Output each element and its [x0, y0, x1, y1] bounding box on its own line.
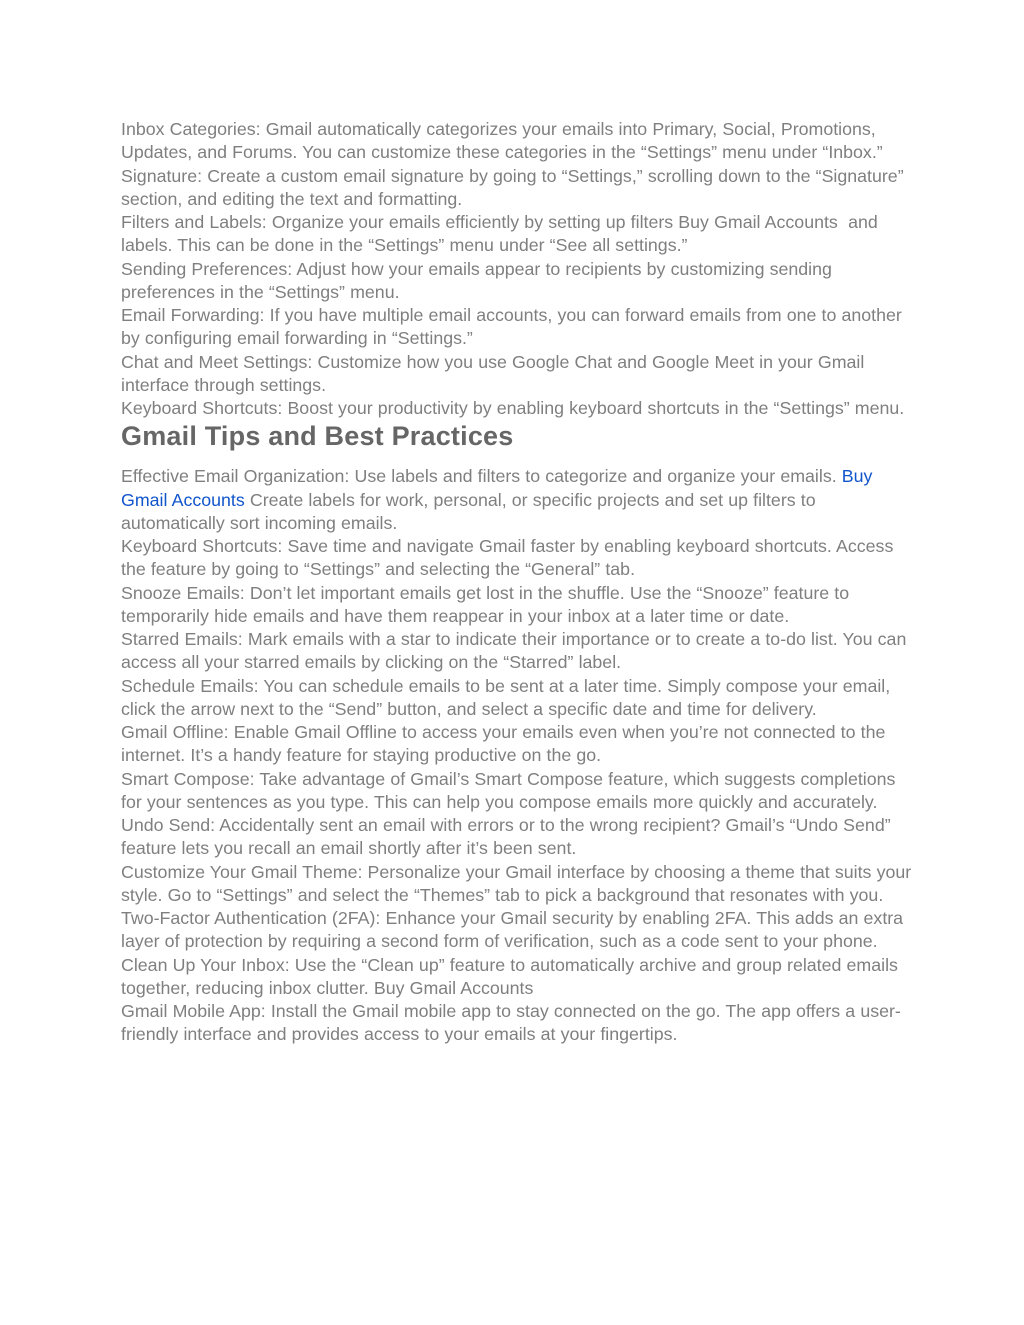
tip-paragraph-starred-emails: Starred Emails: Mark emails with a star to indicate their importance or to create a to-do list. You can access all your starred emails by clicking on the “Starred” label. — [121, 629, 912, 673]
tip-paragraph-mobile-app: Gmail Mobile App: Install the Gmail mobile app to stay connected on the go. The app offers a user-friendly interface and provides access to your emails at your fingertips. — [121, 1001, 901, 1045]
tip-paragraph-two-factor: Two-Factor Authentication (2FA): Enhance your Gmail security by enabling 2FA. This adds an extra layer of protection by requiring a second form of verification, such as a code sent to your phone. — [121, 908, 909, 952]
intro-paragraph-signature: Signature: Create a custom email signature by going to “Settings,” scrolling down to the “Signature” section, and editing the text and formatting. — [121, 165, 909, 209]
intro-paragraph-keyboard-shortcuts: Keyboard Shortcuts: Boost your productivity by enabling keyboard shortcuts in the “Settings” menu. — [121, 398, 905, 418]
tip-paragraph-gmail-offline: Gmail Offline: Enable Gmail Offline to access your emails even when you’re not connected to the internet. It’s a handy feature for staying productive on the go. — [121, 722, 891, 766]
tip-paragraph-schedule-emails: Schedule Emails: You can schedule emails to be sent at a later time. Simply compose your email, click the arrow next to the “Send” button, and select a specific date and time for delivery. — [121, 675, 896, 719]
tip-paragraph-undo-send: Undo Send: Accidentally sent an email with errors or to the wrong recipient? Gmail’s “Undo Send” feature lets you recall an email shortly after it’s been sent. — [121, 815, 896, 859]
intro-paragraph-filters-labels: Filters and Labels: Organize your emails efficiently by setting up filters Buy Gmail Accounts and labels. This can be done in the “Settings” menu under “See all settings.” — [121, 212, 883, 256]
intro-paragraph-email-forwarding: Email Forwarding: If you have multiple email accounts, you can forward emails from one to another by configuring email forwarding in “Settings.” — [121, 305, 907, 349]
intro-paragraph-chat-meet: Chat and Meet Settings: Customize how you use Google Chat and Google Meet in your Gmail interface through settings. — [121, 351, 870, 395]
tip-paragraph-smart-compose: Smart Compose: Take advantage of Gmail’s Smart Compose feature, which suggests completions for your sentences as you type. This can help you compose emails more quickly and accurately. — [121, 768, 901, 812]
intro-paragraph-sending-preferences: Sending Preferences: Adjust how your emails appear to recipients by customizing sending preferences in the “Settings” menu. — [121, 258, 838, 302]
paragraph-text-before-link: Effective Email Organization: Use labels and filters to categorize and organize your emails. — [121, 466, 842, 487]
tip-paragraph-organization — [121, 465, 921, 535]
tip-paragraph-snooze-emails: Snooze Emails: Don’t let important emails get lost in the shuffle. Use the “Snooze” feature to temporarily hide emails and have them reappear in your inbox at a later time or date. — [121, 582, 855, 626]
document-content — [121, 118, 921, 1047]
paragraph-text-after-link: Create labels for work, personal, or specific projects and set up filters to automatically sort incoming emails. — [121, 489, 821, 533]
intro-paragraph-inbox-categories: Inbox Categories: Gmail automatically categorizes your emails into Primary, Social, Promotions, Updates, and Forums. You can customize these categories in the “Settings” menu under “Inbox.” — [121, 119, 883, 163]
section-heading: Gmail Tips and Best Practices — [121, 421, 514, 452]
tip-paragraph-customize-theme: Customize Your Gmail Theme: Personalize your Gmail interface by choosing a theme that suits your style. Go to “Settings” and select the “Themes” tab to pick a background that resonates with you. — [121, 861, 917, 905]
buy-gmail-accounts-link[interactable]: Buy Gmail Accounts — [121, 466, 878, 510]
tip-paragraph-clean-up-inbox: Clean Up Your Inbox: Use the “Clean up” feature to automatically archive and group related emails together, reducing inbox clutter. Buy Gmail Accounts — [121, 954, 904, 998]
tip-paragraph-keyboard-shortcuts: Keyboard Shortcuts: Save time and navigate Gmail faster by enabling keyboard shortcuts. Access the feature by going to “Settings” and selecting the “General” tab. — [121, 536, 899, 580]
